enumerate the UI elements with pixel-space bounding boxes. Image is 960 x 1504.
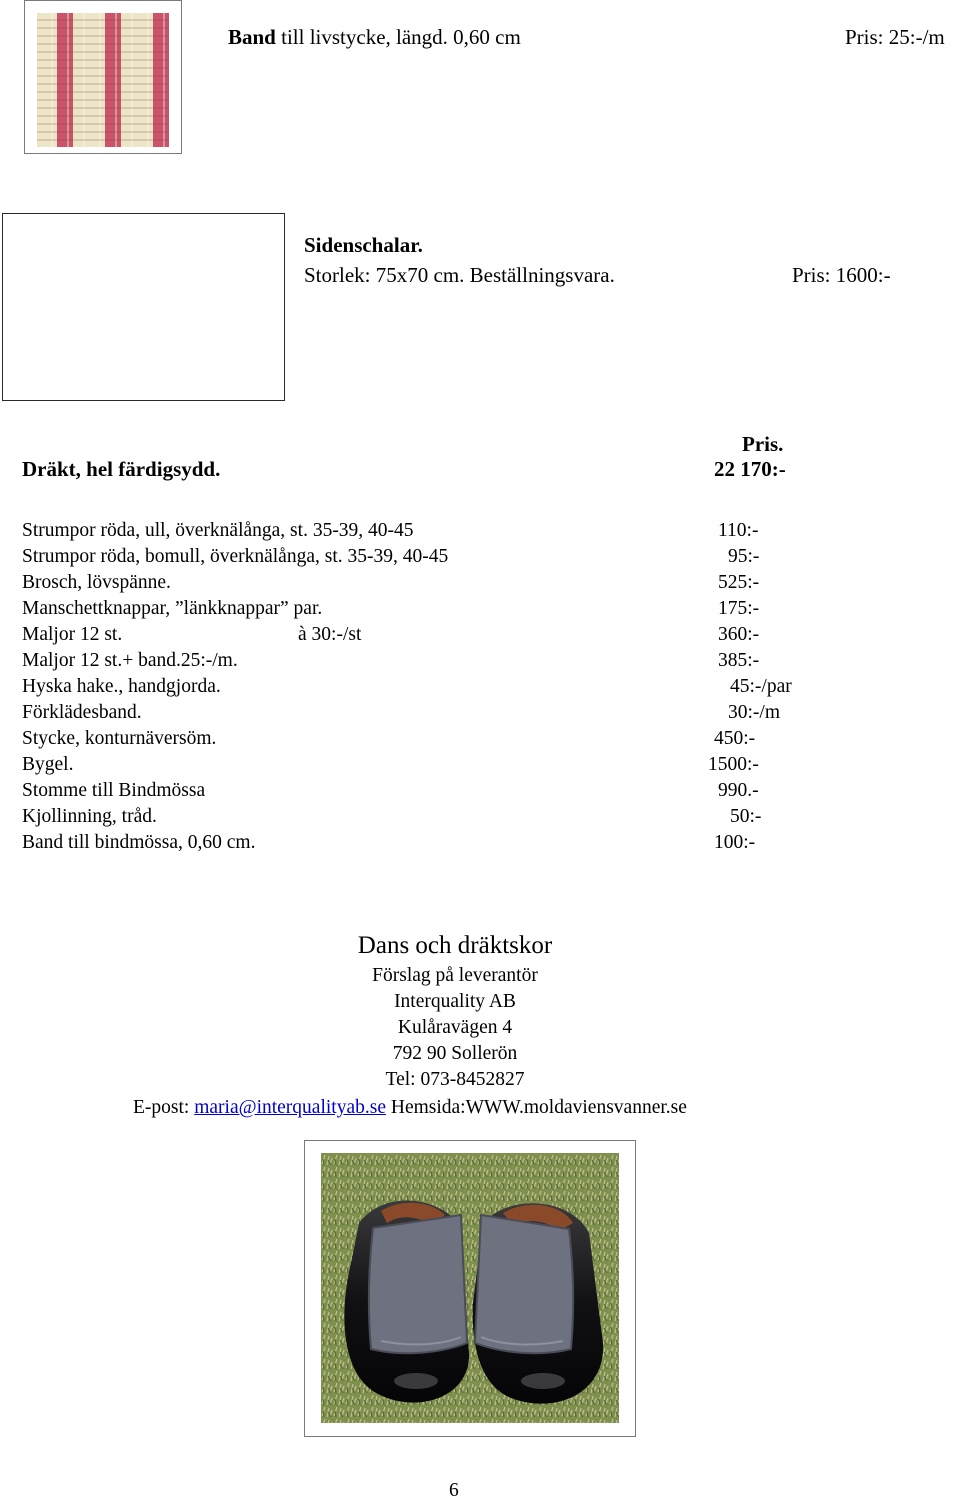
item-price: 525:- (718, 572, 760, 593)
item-price: 1500:- (708, 754, 759, 775)
left-flap (369, 1215, 467, 1353)
shoe-photo (304, 1140, 636, 1437)
list-item (22, 518, 922, 544)
item-name: Stomme till Bindmössa (22, 780, 206, 801)
item-unit-price: à 30:-/st (298, 624, 362, 645)
item-price: 95:- (728, 546, 760, 567)
item-name: Bygel. (22, 754, 74, 775)
item-name: Strumpor röda, ull, överknälånga, st. 35-39, 40-45 (22, 520, 414, 541)
list-item (22, 830, 922, 856)
list-item (22, 778, 922, 804)
item-name: Förklädesband. (22, 702, 142, 723)
band-item-price: Pris: 25:-/m (845, 25, 945, 49)
email-label: E-post: (133, 1097, 195, 1118)
item-name: Hyska hake., handgjorda. (22, 676, 221, 697)
item-price: 45:-/par (730, 676, 792, 697)
item-name: Maljor 12 st.+ band.25:-/m. (22, 650, 238, 671)
dance-shoes-icon (321, 1153, 619, 1423)
supplier-city: 792 90 Sollerön (392, 1043, 518, 1064)
price-header: Pris. (742, 432, 784, 456)
item-name: Brosch, lövspänne. (22, 572, 171, 593)
item-price: 30:-/m (728, 702, 780, 723)
email-link[interactable]: maria@interqualityab.se (194, 1097, 386, 1118)
supplier-street: Kulåravägen 4 (397, 1017, 513, 1038)
item-name: Manschettknappar, ”länkknappar” par. (22, 598, 323, 619)
item-price: 175:- (718, 598, 760, 619)
item-price: 100:- (714, 832, 756, 853)
sidenschalar-price: Pris: 1600:- (792, 263, 891, 287)
list-item (22, 570, 922, 596)
band-item-name-rest: till livstycke, längd. 0,60 cm (275, 25, 521, 49)
list-item (22, 700, 922, 726)
page-number: 6 (449, 1480, 459, 1501)
list-item (22, 674, 922, 700)
band-item-name-bold: Band (228, 25, 276, 49)
sidenschalar-title: Sidenschalar. (304, 233, 423, 257)
woven-band-icon (37, 13, 169, 147)
supplier-company: Interquality AB (394, 991, 516, 1012)
item-name: Band till bindmössa, 0,60 cm. (22, 832, 256, 853)
price-list (22, 518, 922, 856)
sidenschalar-photo-frame (2, 213, 285, 401)
item-price: 110:- (718, 520, 759, 541)
supplier-phone: Tel: 073-8452827 (385, 1069, 525, 1090)
list-item (22, 622, 922, 648)
supplier-contact-line (133, 1095, 687, 1121)
list-item (22, 752, 922, 778)
band-item-name (228, 24, 521, 50)
item-price: 50:- (730, 806, 762, 827)
list-item (22, 804, 922, 830)
list-item (22, 544, 922, 570)
supplier-subheading: Förslag på leverantör (372, 965, 538, 986)
list-item (22, 648, 922, 674)
item-name: Kjollinning, tråd. (22, 806, 157, 827)
drakt-title: Dräkt, hel färdigsydd. (22, 457, 221, 481)
item-name: Strumpor röda, bomull, överknälånga, st. 35-39, 40-45 (22, 546, 449, 567)
item-price: 990.- (718, 780, 759, 801)
website-text: Hemsida:WWW.moldaviensvanner.se (385, 1097, 687, 1118)
item-name: Maljor 12 st. (22, 624, 123, 645)
drakt-price: 22 170:- (714, 457, 786, 481)
sidenschalar-details: Storlek: 75x70 cm. Beställningsvara. (304, 263, 615, 287)
band-photo (24, 0, 182, 154)
item-price: 385:- (718, 650, 760, 671)
right-flap (475, 1215, 573, 1353)
item-price: 360:- (718, 624, 760, 645)
supplier-heading: Dans och dräktskor (357, 932, 553, 959)
list-item (22, 596, 922, 622)
item-price: 450:- (714, 728, 756, 749)
list-item (22, 726, 922, 752)
item-name: Stycke, konturnäversöm. (22, 728, 217, 749)
